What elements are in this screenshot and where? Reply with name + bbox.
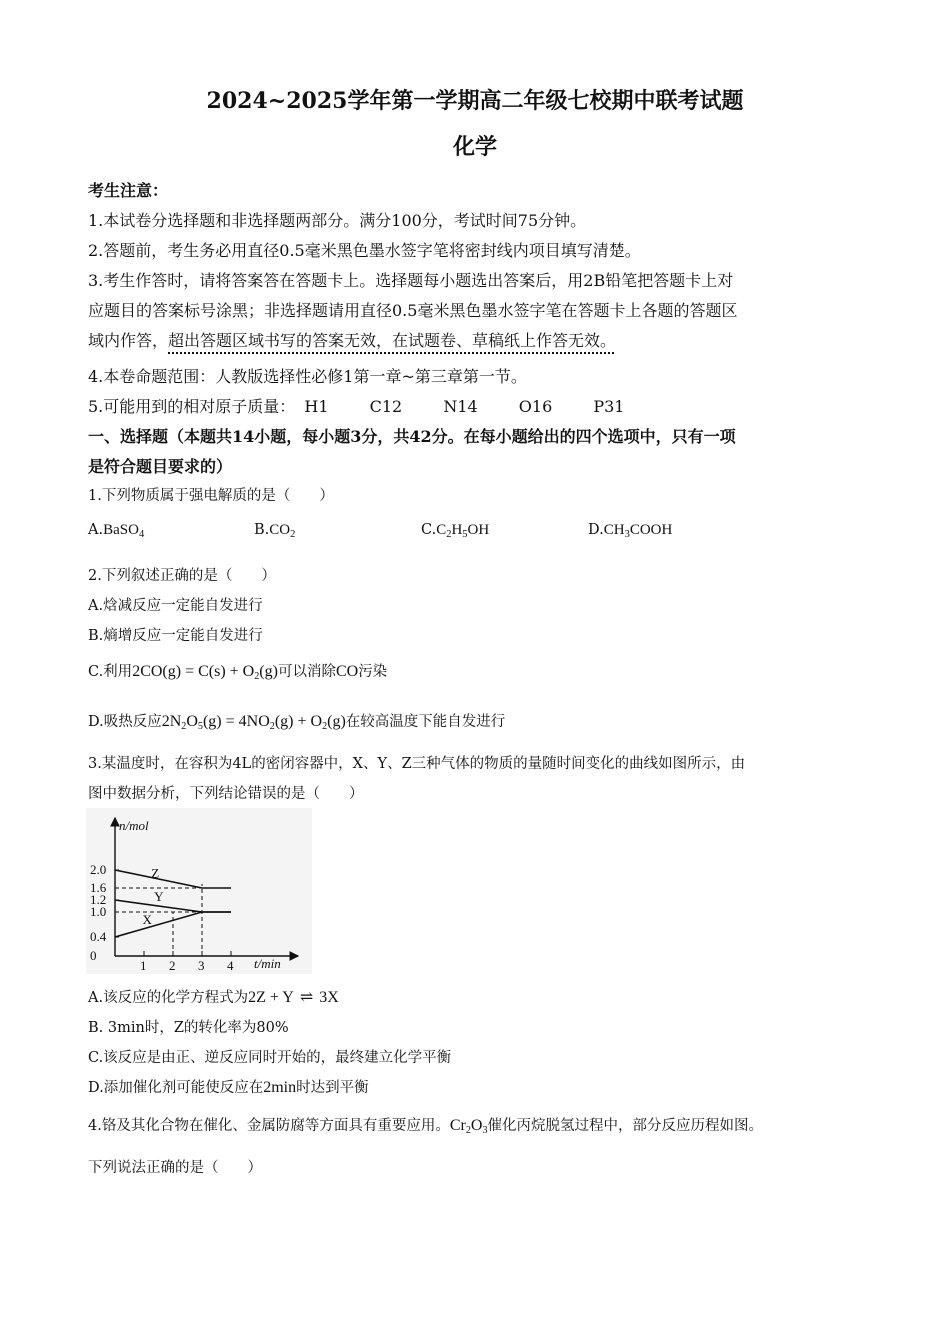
notice-emphasis-text: 超出答题区域书写的答案无效，在试题卷、草稿纸上作答无效。 [168,331,617,350]
atomic-mass-label: 5.可能用到的相对原子质量： [88,397,296,416]
series-label-z: Z [151,865,160,881]
q2-option-c [88,660,387,682]
section-1-heading-line-1: 一、选择题（本题共14小题，每小题3分，共42分。在每小题给出的四个选项中，只有一项 [88,427,736,446]
equilibrium-arrow-icon: ⇌ [299,989,314,1006]
q1-d-s1: 3 [624,529,630,540]
q1-option-b [254,520,295,540]
notice-item-2: 2.答题前，考生务必用直径0.5毫米黑色墨水签字笔将密封线内项目填写清楚。 [88,241,641,260]
q2-option-b: B.熵增反应一定能自发进行 [88,628,263,644]
mass-n: N14 [443,397,478,416]
mass-c: C12 [369,397,403,416]
q1-c-s1: 2 [446,529,452,540]
x-tick-label: 3 [198,958,205,973]
q2-d-s3: 2 [269,721,275,732]
q4-stem-line-2: 下列说法正确的是（ ） [88,1160,262,1176]
q2-c-post: 可以消除 [277,664,336,680]
notice-item-4: 4.本卷命题范围：人教版选择性必修1第一章~第三章第一节。 [88,367,527,386]
notice-item-3-line-2: 应题目的答案标号涂黑；非选择题请用直径0.5毫米黑色墨水签字笔在答题卡上各题的答题区 [88,301,738,320]
q1-b-formula: CO [269,522,291,538]
q1-c-label: C. [421,522,437,538]
q4-formula-p2: O [470,1117,483,1134]
q1-b-sub: 2 [290,529,296,540]
y-tick-label: 0.4 [90,929,107,944]
series-line-z [115,870,231,888]
q2-d-post: 在较高温度下能自发进行 [345,714,506,730]
q2-c-tail: 污染 [358,664,388,680]
chart-x-label: t/min [254,956,281,971]
series-label-x: X [142,911,152,927]
q2-d-p5: (g) [327,713,346,730]
y-tick-label: 0 [90,948,97,963]
q2-c-equation: 2CO(g) = C(s) + O [132,663,255,680]
chart-y-label: n/mol [119,818,149,833]
q1-d-p2: COOH [629,522,673,538]
q2-c-eq-end: (g) [259,663,278,680]
q4-line1-post: 催化丙烷脱氢过程中，部分反应历程如图。 [487,1118,764,1134]
notice-item-3-line-3 [88,328,616,351]
notice-item-1: 1.本试卷分选择题和非选择题两部分。满分100分，考试时间75分钟。 [88,211,587,230]
y-tick-label: 2.0 [90,862,107,877]
mass-p: P31 [593,397,625,416]
q2-c-eq-sub: 2 [254,671,260,682]
q1-d-label: D. [588,522,604,538]
notice-item-3-line-3-start: 域内作答， [88,331,169,350]
q1-d-p1: CH [603,522,625,538]
q3-stem-line-2: 图中数据分析，下列结论错误的是（ ） [88,786,364,802]
q1-option-a [88,520,144,540]
q3-a-equation: 2Z + Y [248,989,294,1006]
q1-c-p1: C [436,522,447,538]
q3-a-product: 3X [319,989,339,1006]
q2-c-pre: C.利用 [88,664,133,680]
q1-b-label: B. [254,522,270,538]
y-tick-label: 1.0 [90,904,107,919]
q4-stem-line-1 [88,1114,763,1136]
mass-h: H1 [304,397,329,416]
notice-item-5 [88,394,624,417]
q3-option-d [88,1076,369,1097]
q2-d-p4: (g) + O [274,713,323,730]
q3-d-post: 时达到平衡 [296,1080,369,1096]
series-label-y: Y [154,888,164,904]
q2-c-co: CO [335,663,359,680]
x-tick-label: 4 [227,958,234,973]
q2-d-p3: (g) = 4NO [202,713,270,730]
q3-option-b: B. 3min时，Z的转化率为80% [88,1020,289,1036]
notice-heading: 考生注意： [88,181,169,200]
q1-stem: 1.下列物质属于强电解质的是（ ） [88,488,334,504]
q4-formula-p1: Cr [449,1117,466,1134]
q2-option-d [88,710,505,732]
q1-c-s2: 5 [462,529,468,540]
q1-a-sub: 4 [138,529,145,540]
q4-line1-pre: 4.铬及其化合物在催化、金属防腐等方面具有重要应用。 [88,1118,450,1134]
q2-d-s1: 2 [181,721,187,732]
q3-d-pre: D.添加催化剂可能使反应在 [88,1080,264,1096]
q1-option-c [421,520,489,540]
exam-title: 2024~2025学年第一学期高二年级七校期中联考试题 [206,88,744,114]
q3-d-time: 2min [263,1079,297,1096]
section-1-heading-line-2: 是符合题目要求的） [88,457,233,476]
q2-d-pre: D.吸热反应 [88,714,162,730]
y-tick-label: 1.6 [90,880,107,895]
x-tick-label: 1 [140,958,147,973]
q2-d-s2: 5 [197,721,203,732]
q2-stem: 2.下列叙述正确的是（ ） [88,568,276,584]
series-line-y [115,900,231,912]
q1-option-d [588,520,672,540]
notice-item-3-line-1: 3.考生作答时，请将答案答在答题卡上。选择题每小题选出答案后，用2B铅笔把答题卡上对 [88,271,734,290]
q3-option-a [88,986,339,1007]
q3-stem-line-1: 3.某温度时，在容积为4L的密闭容器中，X、Y、Z三种气体的物质的量随时间变化的曲线如图所示，由 [88,756,746,772]
q4-formula-s2: 3 [482,1125,488,1136]
q4-formula-s1: 2 [465,1125,471,1136]
q1-a-label: A. [88,522,104,538]
q3-chart [86,808,312,974]
q2-d-s4: 2 [322,721,328,732]
q2-d-p1: 2N [161,713,182,730]
q2-option-a: A.焓减反应一定能自发进行 [88,598,263,614]
q1-c-p3: OH [467,522,490,538]
q1-c-p2: H [451,522,463,538]
exam-subject: 化学 [452,134,497,160]
mass-o: O16 [518,397,553,416]
x-tick-label: 2 [169,958,176,973]
q1-a-formula: BaSO [103,522,139,538]
q3-a-pre: A.该反应的化学方程式为 [88,990,249,1006]
q3-option-c: C.该反应是由正、逆反应同时开始的，最终建立化学平衡 [88,1050,452,1066]
y-tick-label: 1.2 [90,892,107,907]
q2-d-p2: O [186,713,198,730]
